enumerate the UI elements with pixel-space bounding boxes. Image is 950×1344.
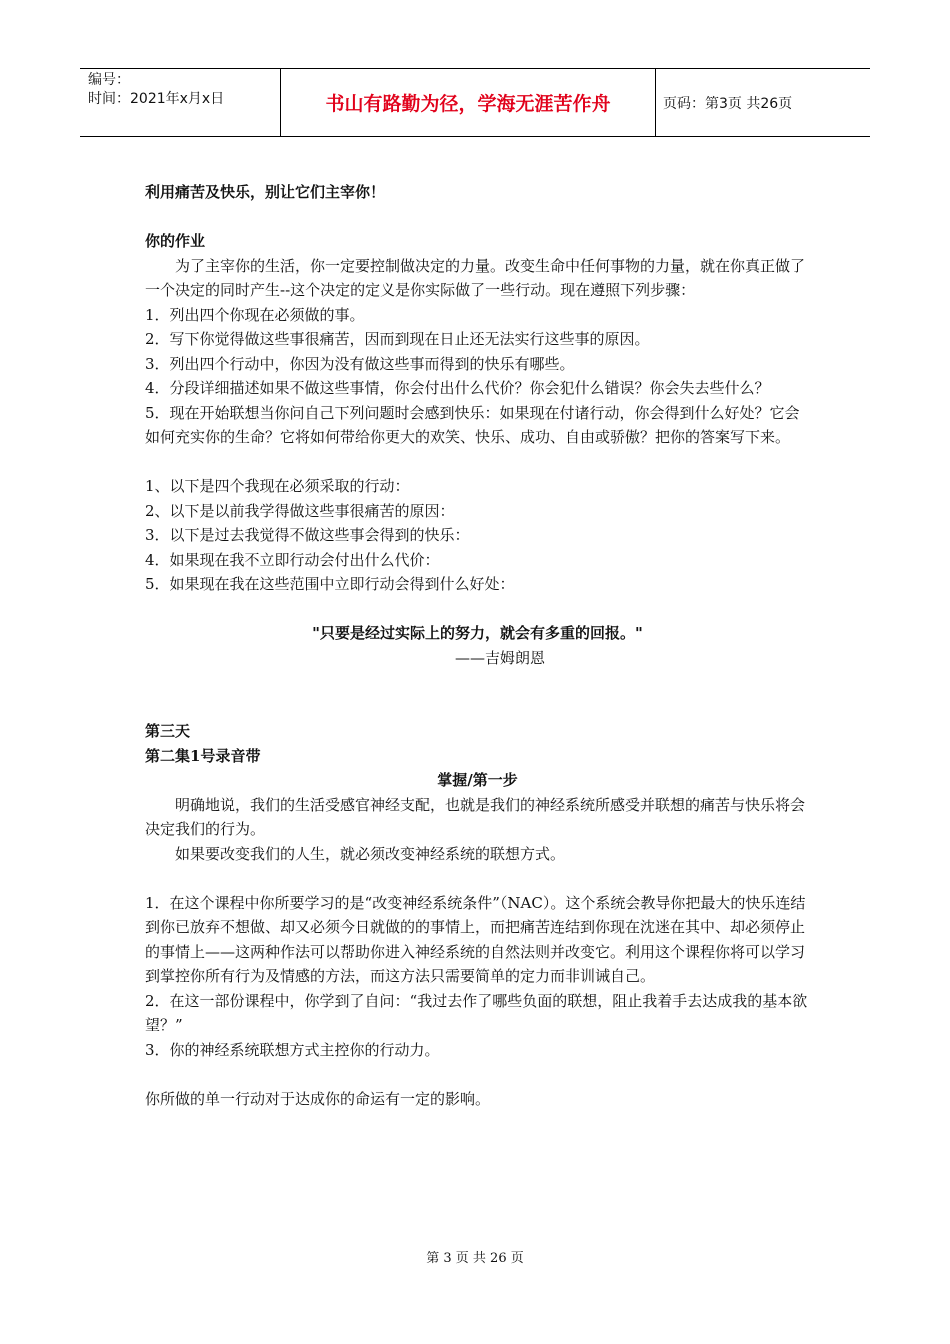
point-item: 1．在这个课程中你所要学习的是“改变神经系统条件”（NAC）。这个系统会教导你把最大的快乐连结到你已放弃不想做、却又必须今日就做的的事情上，而把痛苦连结到你现在沈迷在其中、却必须停止的事情上——这两种作法可以帮助你进入神经系统的自然法则并改变它。利用这个课程你将可以学习到掌控你所有行为及情感的方法，而这方法只需要简单的定力而非训诫自己。 [145, 893, 806, 985]
answer-item: 3．以下是过去我觉得不做这些事会得到的快乐： [145, 526, 470, 544]
step-item: 3．列出四个行动中，你因为没有做这些事而得到的快乐有哪些。 [145, 354, 575, 373]
step-item: 4．分段详细描述如果不做这些事情，你会付出什么代价？你会犯什么错误？你会失去些什么？ [145, 379, 770, 397]
document-body [145, 180, 810, 1111]
quote-text: "只要是经过实际上的努力，就会有多重的回报。" [312, 624, 643, 642]
step-item: 1．列出四个你现在必须做的事。 [145, 305, 365, 324]
paragraph: 如果要改变我们的人生，就必须改变神经系统的联想方式。 [175, 844, 566, 863]
answer-item: 4．如果现在我不立即行动会付出什么代价： [145, 550, 440, 569]
page-footer: 第 3 页 共 26 页 [426, 1251, 524, 1266]
tape-heading: 第二集1号录音带 [145, 746, 261, 765]
point-item: 2．在这一部份课程中，你学到了自问：“我过去作了哪些负面的联想，阻止我着手去达成我的基本欲望？” [145, 991, 808, 1034]
section-title-pain-pleasure: 利用痛苦及快乐，别让它们主宰你！ [145, 183, 386, 201]
step-item: 2．写下你觉得做这些事很痛苦，因而到现在日止还无法实行这些事的原因。 [145, 330, 650, 348]
homework-intro: 为了主宰你的生活，你一定要控制做决定的力量。改变生命中任何事物的力量，就在你真正做了一个决定的同时产生--这个决定的定义是你实际做了一些行动。现在遵照下列步骤： [145, 256, 806, 299]
header-page-info: 页码：第3页 共26页 [663, 95, 793, 112]
quote-author: ——吉姆朗恩 [455, 648, 546, 667]
homework-heading: 你的作业 [145, 232, 206, 250]
answer-item: 5．如果现在我在这些范围中立即行动会得到什么好处： [145, 575, 515, 593]
paragraph: 明确地说，我们的生活受感官神经支配，也就是我们的神经系统所感受并联想的痛苦与快乐将会决定我们的行为。 [145, 795, 806, 838]
point-item: 3．你的神经系统联想方式主控你的行动力。 [145, 1040, 440, 1059]
header-meta [80, 69, 281, 136]
answer-item: 1、以下是四个我现在必须采取的行动： [145, 477, 410, 495]
page-header [80, 68, 870, 137]
day-heading: 第三天 [145, 722, 191, 740]
time-label: 时间：2021年x月x日 [88, 91, 225, 107]
answer-item: 2、以下是以前我学得做这些事很痛苦的原因： [145, 501, 455, 520]
header-motto: 书山有路勤为径，学海无涯苦作舟 [281, 69, 656, 136]
number-label: 编号： [88, 72, 130, 88]
closing-line: 你所做的单一行动对于达成你的命运有一定的影响。 [145, 1089, 491, 1108]
step-item: 5．现在开始联想当你问自己下列问题时会感到快乐：如果现在付诸行动，你会得到什么好处？它会如何充实你的生命？它将如何带给你更大的欢笑、快乐、成功、自由或骄傲？把你的答案写下来。 [145, 403, 800, 446]
section-title-mastery: 掌握/第一步 [437, 771, 518, 789]
